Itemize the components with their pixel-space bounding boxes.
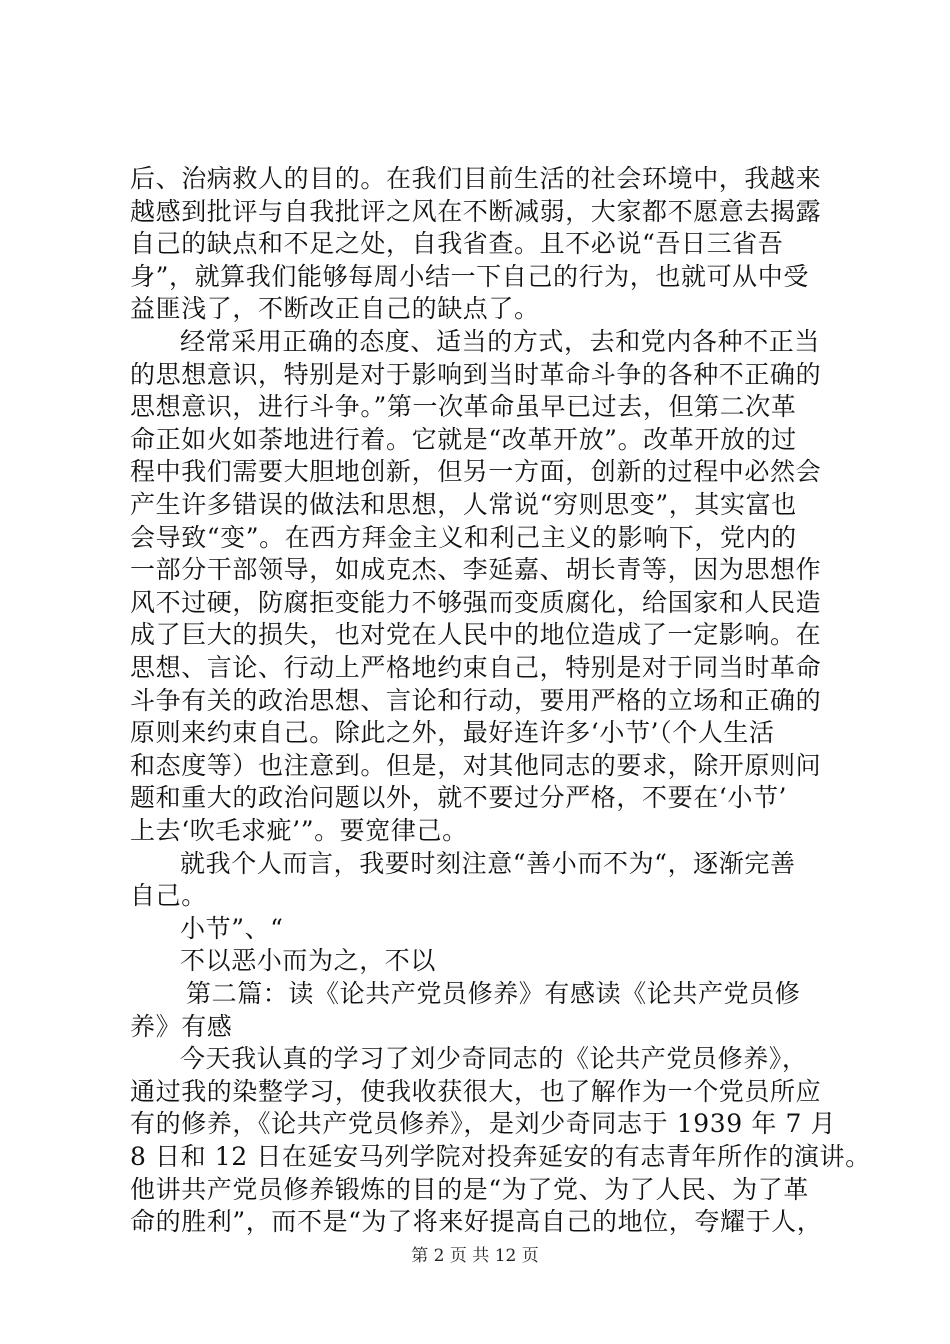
text-line: 不以恶小而为之，不以 bbox=[180, 946, 437, 975]
text-line: 的思想意识，特别是对于影响到当时革命斗争的各种不正确的 bbox=[130, 360, 822, 389]
text-line: 原则来约束自己。除此之外，最好连许多‘小节’（个人生活 bbox=[130, 718, 775, 747]
text-line: 身”，就算我们能够每周小结一下自己的行为，也就可从中受 bbox=[130, 262, 809, 291]
text-line: 和态度等）也注意到。但是，对其他同志的要求，除开原则问 bbox=[130, 751, 822, 780]
text-line: 一部分干部领导，如成克杰、李延嘉、胡长青等，因为思想作 bbox=[130, 555, 822, 584]
section-heading: 第二篇：读《论共产党员修养》有感读《论共产党员修 bbox=[186, 979, 801, 1008]
text-line: 产生许多错误的做法和思想，人常说“穷则思变”，其实富也 bbox=[130, 490, 797, 519]
text-line: 斗争有关的政治思想、言论和行动，要用严格的立场和正确的 bbox=[130, 686, 822, 715]
text-line: 8 日和 12 日在延安马列学院对投奔延安的有志青年所作的演讲。 bbox=[130, 1142, 871, 1171]
text-line: 益匪浅了，不断改正自己的缺点了。 bbox=[130, 294, 540, 323]
text-line: 思想、言论、行动上严格地约束自己，特别是对于同当时革命 bbox=[130, 653, 822, 682]
text-line: 成了巨大的损失，也对党在人民中的地位造成了一定影响。在 bbox=[130, 620, 822, 649]
text-line: 程中我们需要大胆地创新，但另一方面，创新的过程中必然会 bbox=[130, 457, 822, 486]
section-heading-continuation: 养》有感 bbox=[130, 1012, 233, 1041]
page-footer: 第 2 页 共 12 页 bbox=[411, 1246, 539, 1266]
text-line: 后、治病救人的目的。在我们目前生活的社会环境中，我越来 bbox=[130, 164, 822, 193]
text-line: 通过我的染整学习，使我收获很大，也了解作为一个党员所应 bbox=[130, 1077, 822, 1106]
text-line: 今天我认真的学习了刘少奇同志的《论共产党员修养》， bbox=[180, 1044, 808, 1073]
text-line: 自己。 bbox=[130, 881, 207, 910]
text-line: 就我个人而言，我要时刻注意“善小而不为“，逐渐完善 bbox=[180, 849, 796, 878]
text-line: 有的修养，《论共产党员修养》，是刘少奇同志于 1939 年 7 月 bbox=[130, 1109, 837, 1138]
text-line: 自己的缺点和不足之处，自我省查。且不必说“吾日三省吾 bbox=[130, 229, 784, 258]
text-line: 思想意识，进行斗争。”第一次革命虽早已过去，但第二次革 bbox=[130, 392, 797, 421]
text-line: 风不过硬，防腐拒变能力不够强而变质腐化，给国家和人民造 bbox=[130, 588, 822, 617]
text-line: 会导致“变”。在西方拜金主义和利己主义的影响下，党内的 bbox=[130, 523, 797, 552]
text-line: 经常采用正确的态度、适当的方式，去和党内各种不正当 bbox=[180, 327, 821, 356]
text-line: 题和重大的政治问题以外，就不要过分严格，不要在‘小节’ bbox=[130, 783, 788, 812]
text-line: 上去‘吹毛求疵’”。要宽律己。 bbox=[130, 816, 468, 845]
text-line: 越感到批评与自我批评之风在不断减弱，大家都不愿意去揭露 bbox=[130, 197, 822, 226]
text-line: 命正如火如荼地进行着。它就是“改革开放”。改革开放的过 bbox=[130, 425, 797, 454]
text-line: 小节”、“ bbox=[180, 914, 284, 943]
text-line: 他讲共产党员修养锻炼的目的是“为了党、为了人民、为了革 bbox=[130, 1175, 809, 1204]
text-line: 命的胜利”，而不是“为了将来好提高自己的地位，夸耀于人， bbox=[130, 1207, 823, 1236]
